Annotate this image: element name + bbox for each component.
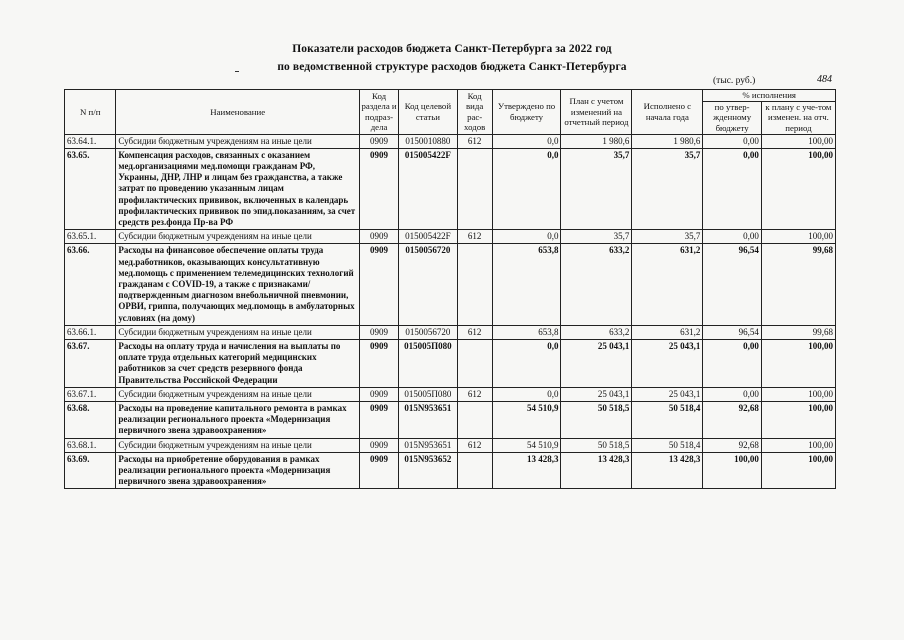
col-header-approved: Утверждено по бюджету — [492, 90, 561, 135]
row-razdel-code: 0909 — [360, 452, 399, 489]
row-razdel-code: 0909 — [360, 438, 399, 452]
row-executed-value: 631,2 — [632, 244, 703, 325]
row-target-code: 015N953651 — [399, 438, 458, 452]
row-plan-value: 13 428,3 — [561, 452, 632, 489]
row-executed-value: 50 518,4 — [632, 402, 703, 439]
row-pct-plan: 100,00 — [761, 148, 835, 229]
row-target-code: 015005П080 — [399, 387, 458, 401]
table-row — [65, 402, 836, 439]
row-approved-value: 54 510,9 — [492, 438, 561, 452]
row-name: Расходы на финансовое обеспечение оплаты труда мед.работников, оказывающих консультативную мед.помощь с применением телемедицинских технологий гражданам с COVID-19, а также с признаками/подтвержденным диагнозом внебольничной пневмонии, ОРВИ, гриппа, получающих мед.помощь в амбулаторных условиях (на дому) — [116, 244, 360, 325]
col-header-pct-group: % исполнения — [703, 90, 836, 102]
row-approved-value: 0,0 — [492, 387, 561, 401]
row-razdel-code: 0909 — [360, 387, 399, 401]
row-pct-approved: 0,00 — [703, 148, 762, 229]
document-subtitle: по ведомственной структуре расходов бюджета Санкт-Петербурга — [277, 61, 627, 73]
row-name: Компенсация расходов, связанных с оказанием мед.организациями мед.помощи гражданам РФ, Украины, ДНР, ЛНР и лицам без гражданства, а также затрат по проведению указанным лицам профилактических прививок, включенных в календарь профилактических прививок по эпид.показаниям, за счет средств рез.фонда Пр-ва РФ — [116, 148, 360, 229]
table-row — [65, 438, 836, 452]
row-razdel-code: 0909 — [360, 340, 399, 388]
row-executed-value: 25 043,1 — [632, 387, 703, 401]
row-target-code: 015N953652 — [399, 452, 458, 489]
row-number: 63.68. — [65, 402, 116, 439]
row-approved-value: 0,0 — [492, 340, 561, 388]
row-target-code: 0150010880 — [399, 134, 458, 148]
row-pct-plan: 99,68 — [761, 325, 835, 339]
row-target-code: 015N953651 — [399, 402, 458, 439]
row-pct-approved: 92,68 — [703, 402, 762, 439]
col-header-name: Наименование — [116, 90, 360, 135]
row-razdel-code: 0909 — [360, 134, 399, 148]
row-pct-approved: 0,00 — [703, 134, 762, 148]
row-approved-value: 0,0 — [492, 148, 561, 229]
row-number: 63.66.1. — [65, 325, 116, 339]
row-pct-plan: 100,00 — [761, 230, 835, 244]
row-name: Расходы на приобретение оборудования в рамках реализации регионального проекта «Модернизация первичного звена здравоохранения» — [116, 452, 360, 489]
row-expense-type-code — [457, 148, 492, 229]
row-plan-value: 633,2 — [561, 244, 632, 325]
row-executed-value: 35,7 — [632, 230, 703, 244]
table-body — [65, 134, 836, 489]
page-number: 484 — [817, 74, 832, 85]
table-row — [65, 148, 836, 229]
row-number: 63.66. — [65, 244, 116, 325]
col-header-razdel: Код раздела и подраз-дела — [361, 90, 397, 133]
row-expense-type-code — [457, 402, 492, 439]
row-name: Субсидии бюджетным учреждениям на иные цели — [116, 134, 360, 148]
row-approved-value: 0,0 — [492, 134, 561, 148]
table-row — [65, 244, 836, 325]
row-pct-approved: 0,00 — [703, 387, 762, 401]
row-plan-value: 25 043,1 — [561, 387, 632, 401]
row-plan-value: 50 518,5 — [561, 438, 632, 452]
col-header-vid: Код вида рас-ходов — [457, 90, 492, 135]
row-pct-plan: 100,00 — [761, 402, 835, 439]
col-header-pct-plan: к плану с уче-том изменен. на отч. период — [761, 101, 835, 134]
row-target-code: 0150056720 — [399, 244, 458, 325]
row-plan-value: 633,2 — [561, 325, 632, 339]
table-row — [65, 230, 836, 244]
row-expense-type-code — [457, 452, 492, 489]
row-pct-approved: 92,68 — [703, 438, 762, 452]
row-target-code: 0150056720 — [399, 325, 458, 339]
document-title: Показатели расходов бюджета Санкт-Петербурга за 2022 год — [292, 43, 612, 55]
table-row — [65, 452, 836, 489]
row-number: 63.65.1. — [65, 230, 116, 244]
row-name: Субсидии бюджетным учреждениям на иные цели — [116, 387, 360, 401]
row-executed-value: 13 428,3 — [632, 452, 703, 489]
row-name: Расходы на оплату труда и начисления на выплаты по оплате труда отдельных категорий медицинских работников за счет средств резервного фонда Правительства Российской Федерации — [116, 340, 360, 388]
row-razdel-code: 0909 — [360, 148, 399, 229]
row-expense-type-code — [457, 244, 492, 325]
row-pct-plan: 100,00 — [761, 134, 835, 148]
table-row — [65, 325, 836, 339]
row-executed-value: 35,7 — [632, 148, 703, 229]
row-approved-value: 0,0 — [492, 230, 561, 244]
row-target-code: 015005422F — [399, 230, 458, 244]
row-expense-type-code: 612 — [457, 325, 492, 339]
row-pct-approved: 0,00 — [703, 230, 762, 244]
row-name: Субсидии бюджетным учреждениям на иные цели — [116, 438, 360, 452]
row-executed-value: 50 518,4 — [632, 438, 703, 452]
table-row — [65, 340, 836, 388]
col-header-csr: Код целевой статьи — [399, 90, 458, 135]
row-expense-type-code — [457, 340, 492, 388]
row-plan-value: 25 043,1 — [561, 340, 632, 388]
row-target-code: 015005422F — [399, 148, 458, 229]
row-approved-value: 653,8 — [492, 244, 561, 325]
row-pct-plan: 99,68 — [761, 244, 835, 325]
col-header-num: N п/п — [65, 90, 116, 135]
row-number: 63.65. — [65, 148, 116, 229]
row-number: 63.68.1. — [65, 438, 116, 452]
row-name: Расходы на проведение капитального ремонта в рамках реализации регионального проекта «Модернизация первичного звена здравоохранения» — [116, 402, 360, 439]
row-executed-value: 25 043,1 — [632, 340, 703, 388]
row-number: 63.64.1. — [65, 134, 116, 148]
units-label: (тыс. руб.) — [713, 76, 756, 86]
row-number: 63.69. — [65, 452, 116, 489]
row-approved-value: 653,8 — [492, 325, 561, 339]
row-pct-plan: 100,00 — [761, 340, 835, 388]
row-razdel-code: 0909 — [360, 325, 399, 339]
row-executed-value: 631,2 — [632, 325, 703, 339]
row-expense-type-code: 612 — [457, 438, 492, 452]
row-plan-value: 35,7 — [561, 148, 632, 229]
budget-table — [64, 89, 836, 489]
row-name: Субсидии бюджетным учреждениям на иные цели — [116, 230, 360, 244]
row-name: Субсидии бюджетным учреждениям на иные цели — [116, 325, 360, 339]
row-number: 63.67.1. — [65, 387, 116, 401]
row-razdel-code: 0909 — [360, 244, 399, 325]
row-plan-value: 1 980,6 — [561, 134, 632, 148]
row-expense-type-code: 612 — [457, 134, 492, 148]
row-expense-type-code: 612 — [457, 387, 492, 401]
col-header-plan: План с учетом изменений на отчетный период — [561, 90, 632, 135]
col-header-pct-approved: по утвер-жденному бюджету — [703, 101, 762, 134]
row-number: 63.67. — [65, 340, 116, 388]
row-pct-plan: 100,00 — [761, 452, 835, 489]
row-pct-plan: 100,00 — [761, 438, 835, 452]
separator-mark — [235, 71, 239, 72]
row-executed-value: 1 980,6 — [632, 134, 703, 148]
row-expense-type-code: 612 — [457, 230, 492, 244]
row-target-code: 015005П080 — [399, 340, 458, 388]
row-pct-plan: 100,00 — [761, 387, 835, 401]
row-pct-approved: 100,00 — [703, 452, 762, 489]
row-plan-value: 35,7 — [561, 230, 632, 244]
table-row — [65, 134, 836, 148]
row-approved-value: 54 510,9 — [492, 402, 561, 439]
row-plan-value: 50 518,5 — [561, 402, 632, 439]
row-pct-approved: 96,54 — [703, 244, 762, 325]
row-razdel-code: 0909 — [360, 402, 399, 439]
col-header-executed: Исполнено с начала года — [632, 90, 703, 135]
row-razdel-code: 0909 — [360, 230, 399, 244]
row-approved-value: 13 428,3 — [492, 452, 561, 489]
table-row — [65, 387, 836, 401]
row-pct-approved: 96,54 — [703, 325, 762, 339]
row-pct-approved: 0,00 — [703, 340, 762, 388]
